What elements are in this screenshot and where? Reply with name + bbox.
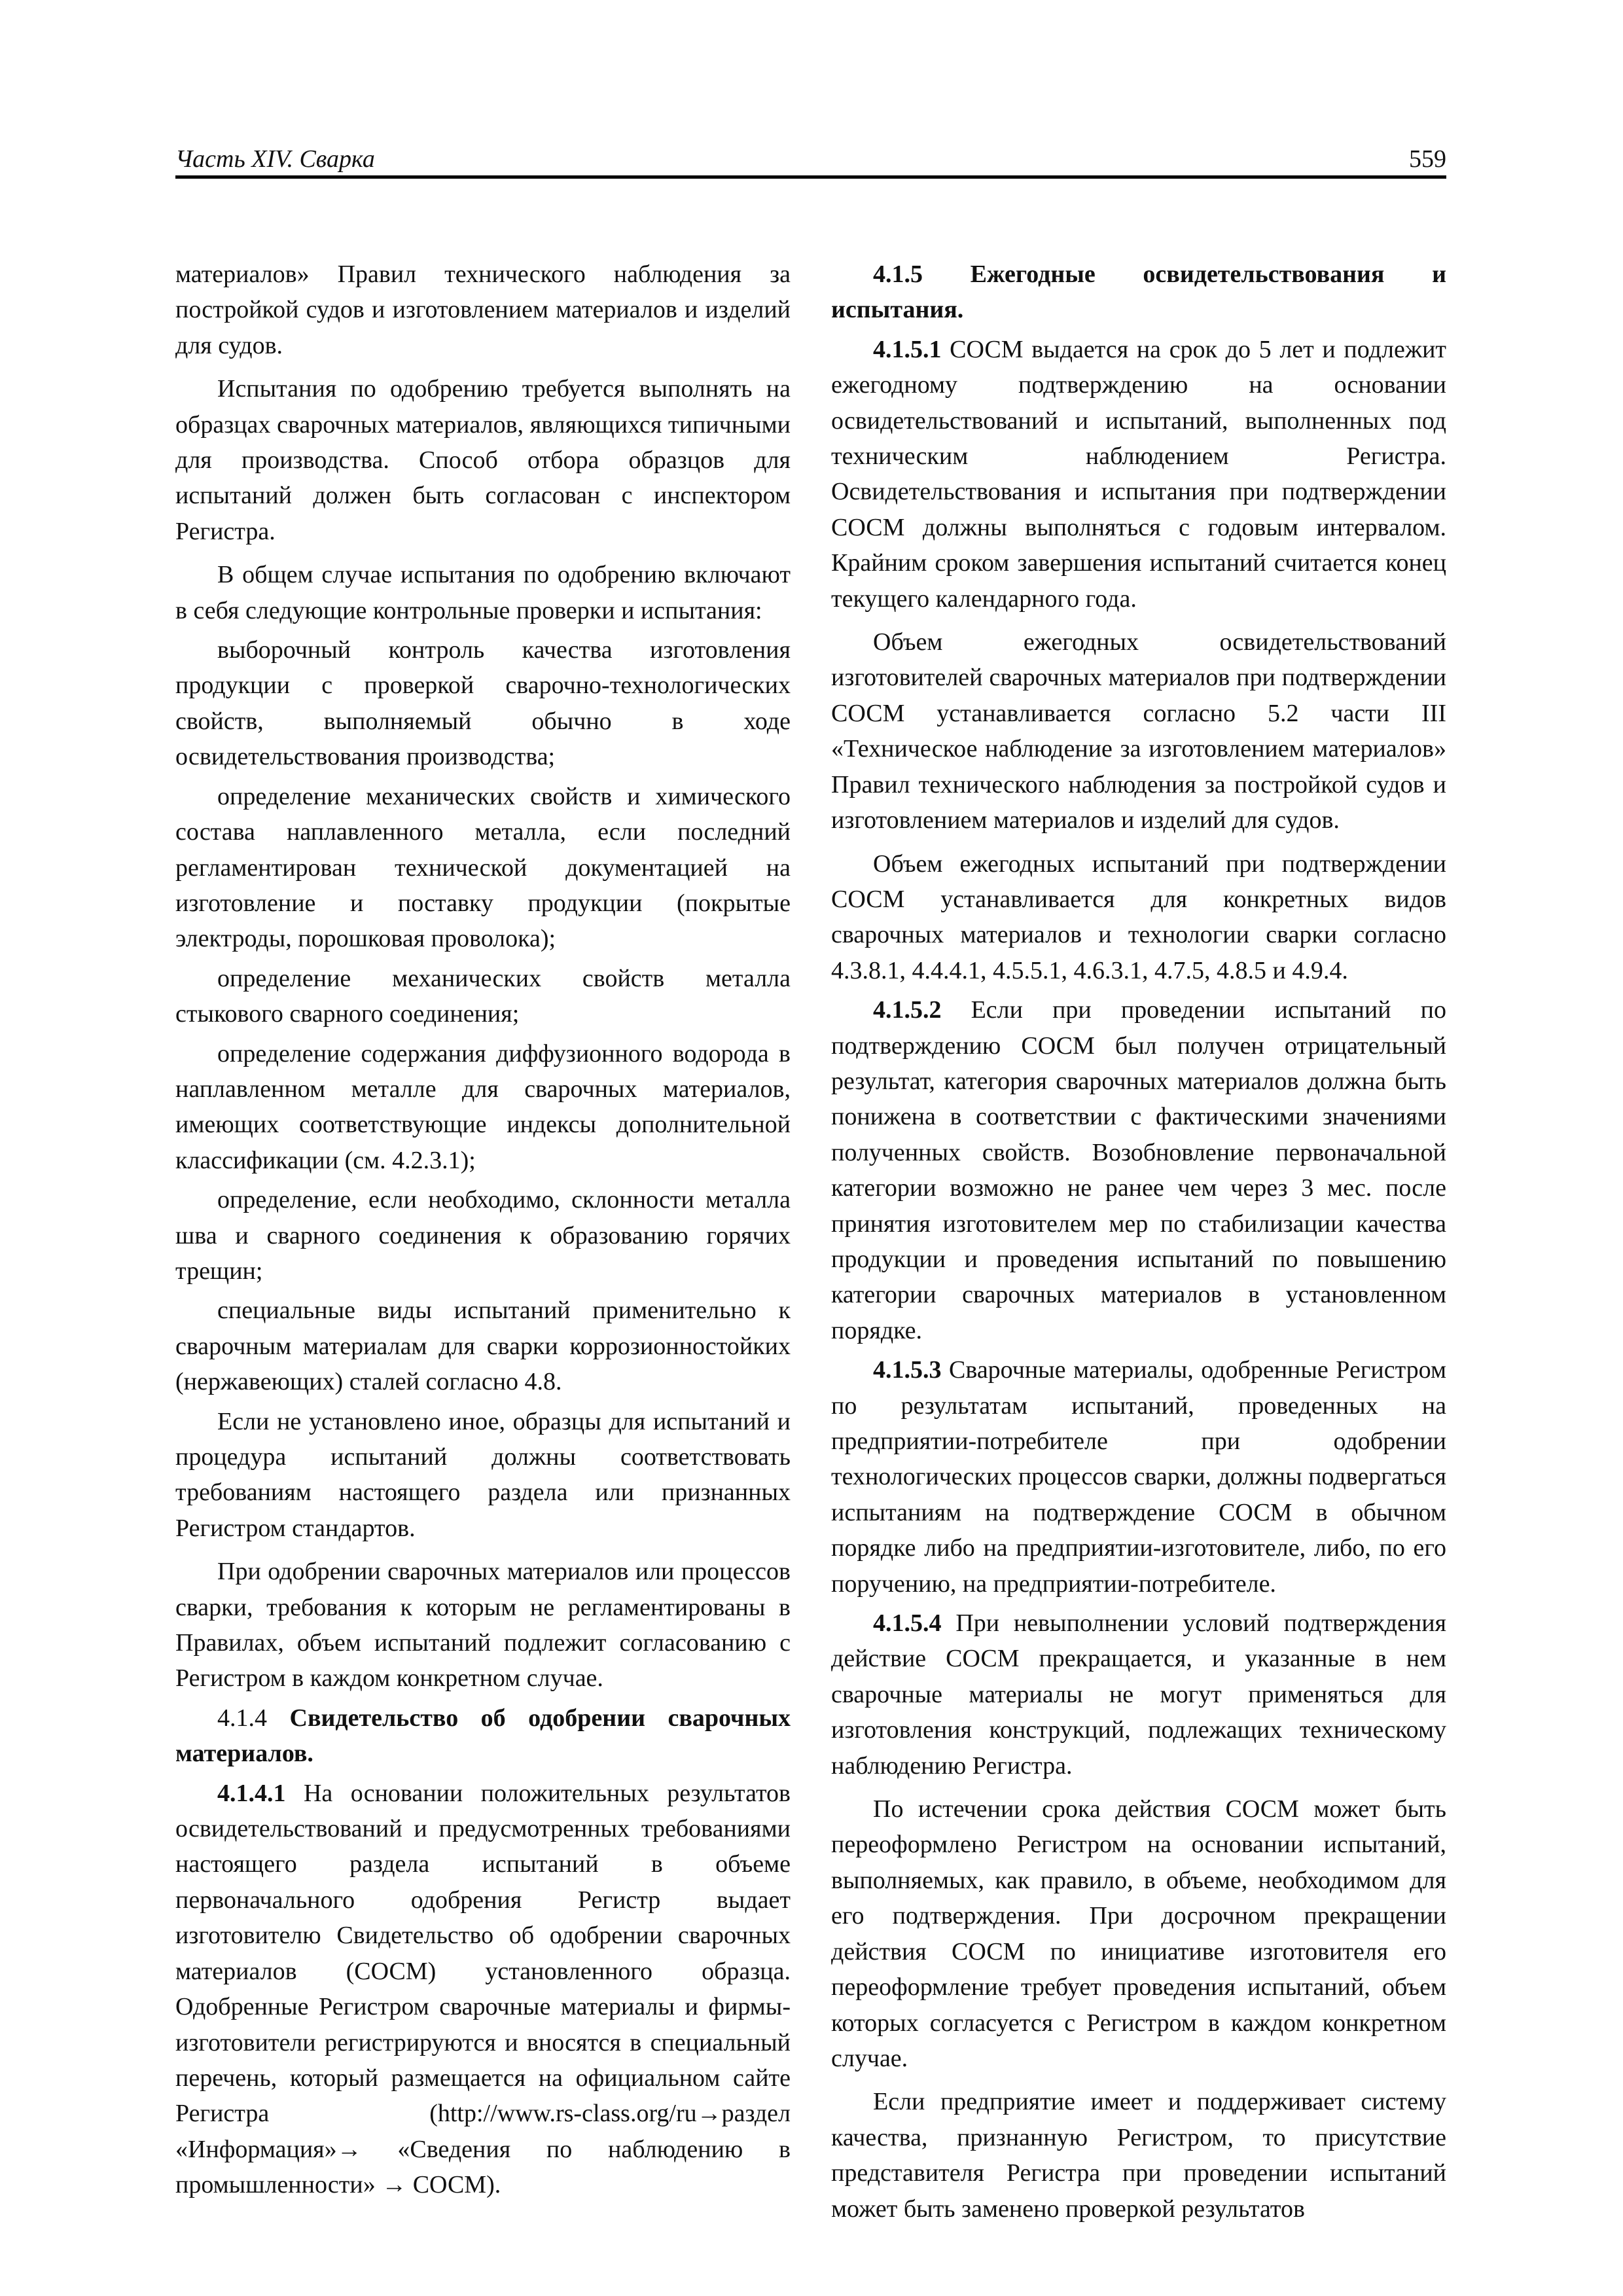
paragraph: Если не установлено иное, образцы для испытаний и процедура испытаний должны соответствовать требованиям настоящего раздела или признанных Регистром стандартов. [175, 1407, 791, 1542]
paragraph: По истечении срока действия СОСМ может быть переоформлено Регистром на основании испытаний, выполняемых, как правило, в объеме, необходимом для его подтверждения. При досрочном прекращении действия СОСМ по инициативе изготовителя его переоформление требует проведения испытаний, объем которых согласуется с Регистром в каждом конкретном случае. [831, 1795, 1446, 2072]
left-column [175, 257, 791, 2203]
running-header [175, 144, 1446, 174]
clause-text: Если при проведении испытаний по подтверждению СОСМ был получен отрицательный результат, категория сварочных материалов должна быть понижена в соответствии с фактическими значениями полученных свойств. Возобновление первоначальной категории возможно не ранее чем через 3 мес. после принятия изготовителем мер по стабилизации качества продукции и проведения испытаний по повышению категории сварочных материалов в установленном порядке. [831, 996, 1446, 1344]
list-item: определение механических свойств металла стыкового сварного соединения; [175, 964, 791, 1028]
list-item: определение содержания диффузионного водорода в наплавленном металле для сварочных материалов, имеющих соответствующие индексы дополнительной классификации (см. 4.2.3.1); [175, 1039, 791, 1174]
section-number: 4.1.4 [217, 1704, 267, 1732]
paragraph: В общем случае испытания по одобрению включают в себя следующие контрольные проверки и испытания: [175, 561, 791, 624]
right-column [831, 257, 1446, 2227]
paragraph: Объем ежегодных испытаний при подтверждении СОСМ устанавливается для конкретных видов сварочных материалов и технологии сварки согласно 4.3.8.1, 4.4.4.1, 4.5.5.1, 4.6.3.1, 4.7.5, 4.8.5 и 4.9.4. [831, 850, 1446, 984]
clause-text: Сварочные материалы, одобренные Регистром по результатам испытаний, проведенных на предприятии-потребителе при одобрении технологических процессов сварки, должны подвергаться испытаниям на подтверждение СОСМ в обычном порядке либо на предприятии-изготовителе, либо, по его поручению, на предприятии-потребителе. [831, 1356, 1446, 1598]
section-heading-4-1-4 [175, 1700, 791, 1772]
section-number: 4.1.5 [873, 260, 923, 288]
paragraph: Испытания по одобрению требуется выполнять на образцах сварочных материалов, являющихся типичными для производства. Способ отбора образцов для испытаний должен быть согласован с инспектором Регистра. [175, 375, 791, 545]
section-heading-4-1-5 [831, 257, 1446, 328]
paragraph: материалов» Правил технического наблюдения за постройкой судов и изготовлением материалов и изделий для судов. [175, 260, 791, 359]
list-item: определение механических свойств и химического состава наплавленного металла, если последний регламентирован технической документацией на изготовление и поставку продукции (покрытые электроды, порошковая проволока); [175, 782, 791, 953]
clause-number: 4.1.5.4 [873, 1609, 942, 1638]
clause-number: 4.1.4.1 [217, 1779, 286, 1807]
list-item: определение, если необходимо, склонности металла шва и сварного соединения к образованию горячих трещин; [175, 1186, 791, 1285]
header-rule [175, 175, 1446, 179]
clause-text: При невыполнении условий подтверждения действие СОСМ прекращается, и указанные в нем сварочные материалы не могут применяться для изготовления конструкций, подлежащих техническому наблюдению Регистра. [831, 1609, 1447, 1780]
list-item: специальные виды испытаний применительно к сварочным материалам для сварки коррозионностойких (нержавеющих) сталей согласно 4.8. [175, 1297, 791, 1396]
paragraph: При одобрении сварочных материалов или процессов сварки, требования к которым не регламентированы в Правилах, объем испытаний подлежит согласованию с Регистром в каждом конкретном случае. [175, 1558, 791, 1693]
list-item: выборочный контроль качества изготовления продукции с проверкой сварочно-технологических свойств, выполняемый обычно в ходе освидетельствования производства; [175, 636, 791, 771]
section-title: Ежегодные освидетельствования и испытания. [831, 260, 1447, 324]
clause-4-1-5-1 [831, 332, 1446, 617]
clause-number: 4.1.5.2 [873, 996, 942, 1024]
page-number: 559 [1409, 145, 1446, 173]
clause-4-1-5-4 [831, 1605, 1446, 1784]
clause-number: 4.1.5.3 [873, 1356, 942, 1384]
paragraph: Объем ежегодных освидетельствований изготовителей сварочных материалов при подтверждении СОСМ устанавливается согласно 5.2 части III «Техническое наблюдение за изготовлением материалов» Правил технического наблюдения за постройкой судов и изготовлением материалов и изделий для судов. [831, 628, 1446, 834]
paragraph: Если предприятие имеет и поддерживает систему качества, признанную Регистром, то присутствие представителя Регистра при проведении испытаний может быть заменено проверкой результатов [831, 2088, 1446, 2223]
clause-number: 4.1.5.1 [873, 335, 942, 363]
header-title: Часть XIV. Сварка [175, 145, 375, 173]
clause-text: СОСМ выдается на срок до 5 лет и подлежит ежегодному подтверждению на основании освидетельствований и испытаний, выполненных под техническим наблюдением Регистра. Освидетельствования и испытания при подтверждении СОСМ должны выполняться с годовым интервалом. Крайним сроком завершения испытаний считается конец текущего календарного года. [831, 335, 1447, 613]
clause-4-1-5-3 [831, 1352, 1446, 1602]
clause-4-1-4-1 [175, 1776, 791, 2203]
section-title: Свидетельство об одобрении сварочных материалов. [175, 1704, 791, 1768]
clause-text: На основании положительных результатов освидетельствований и предусмотренных требованиями настоящего раздела испытаний в объеме первоначального одобрения Регистр выдает изготовителю Свидетельство об одобрении сварочных материалов (СОСМ) установленного образца. Одобренные Регистром сварочные материалы и фирмы-изготовители регистрируются и вносятся в специальный перечень, который размещается на официальном сайте Регистра (http://www.rs-class.org/ru→раздел «Информация»→ «Сведения по наблюдению в промышленности» → СОСМ). [175, 1779, 791, 2199]
clause-4-1-5-2 [831, 992, 1446, 1348]
